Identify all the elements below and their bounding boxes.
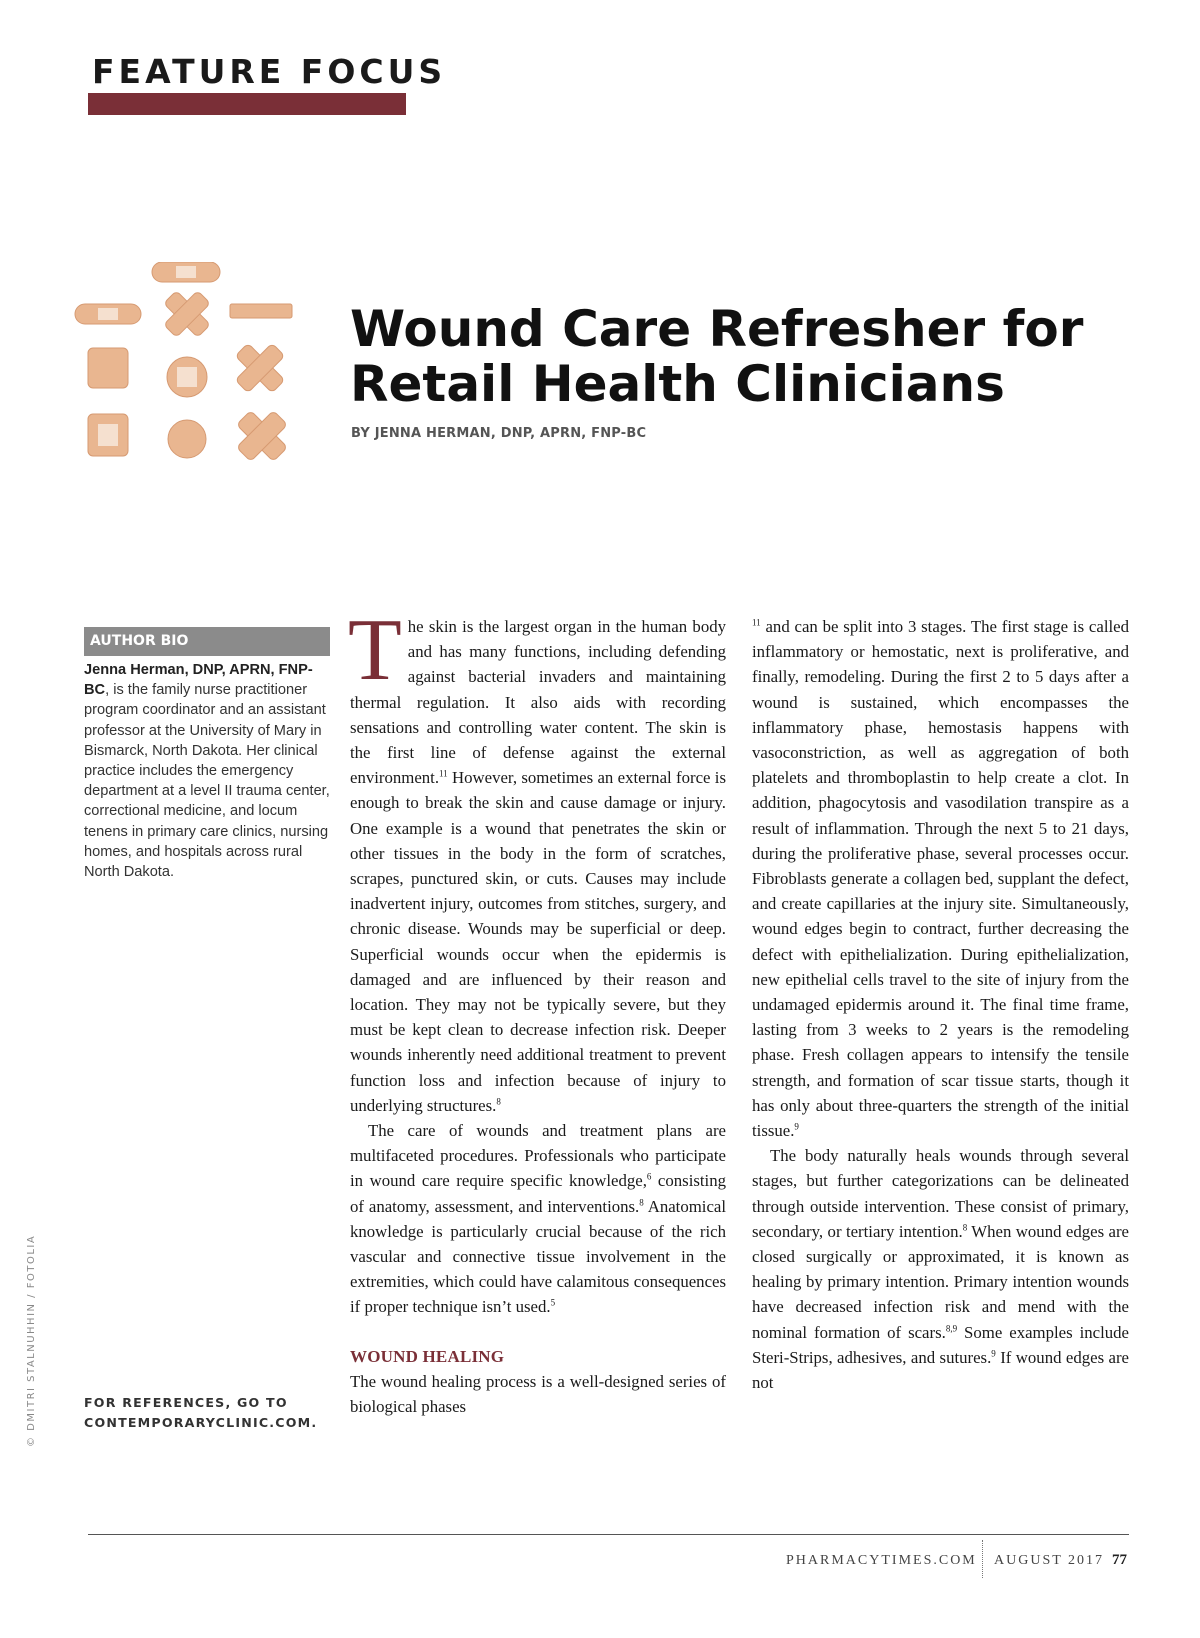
author-bio-text xyxy=(84,660,334,882)
paragraph-intro xyxy=(348,602,726,1118)
paragraph-care xyxy=(350,1118,726,1320)
paragraph-text: he skin is the largest organ in the human body and has many functions, including defending against bacterial invaders and maintaining thermal regulation. It also aids with recording sensations and controlling water content. The skin is the first line of defense against the external environment. xyxy=(350,617,726,788)
paragraph-intention xyxy=(752,1143,1129,1395)
author-name: Jenna Herman, DNP, APRN, FNP-BC xyxy=(84,662,313,699)
paragraph-text: The care of wounds and treatment plans are multifaceted procedures. Professionals who participate in wound care require specific knowledge, xyxy=(350,1121,726,1191)
article-column-2 xyxy=(752,614,1129,1395)
section-label: FEATURE FOCUS xyxy=(92,52,447,91)
reference-marker: 6 xyxy=(646,1171,652,1182)
paragraph-text: The wound healing process is a well-designed series of biological phases xyxy=(350,1371,726,1417)
page-number: 77 xyxy=(1112,1552,1127,1568)
paragraph-text: However, sometimes an external force is enough to break the skin and cause damage or injury. One example is a wound that penetrates the skin or other tissues in the body in the form of scratches, scrapes, punctured skin, or cuts. Causes may include inadvertent injury, outcomes from stitches, surgery, and chronic disease. Wounds may be superficial or deep. Superficial wounds occur when the epidermis is damaged and are influenced by their reason and location. They may not be typically severe, but they must be kept clean to decrease infection risk. Deeper wounds inherently need additional treatment to prevent function loss and infection because of injury to underlying structures. xyxy=(350,768,726,1115)
drop-cap: T xyxy=(348,602,402,699)
subhead-wound-healing: WOUND HEALING xyxy=(350,1346,505,1366)
reference-marker: 8,9 xyxy=(945,1323,958,1334)
reference-marker: 9 xyxy=(794,1121,799,1132)
paragraph-text: When wound edges are closed surgically or approximated, it is known as healing by primary intention. Primary intention wounds have decreased infection risk and mend with the nominal formation of scars. xyxy=(752,1221,1130,1342)
author-bio-heading: AUTHOR BIO xyxy=(84,627,330,656)
byline: BY JENNA HERMAN, DNP, APRN, FNP-BC xyxy=(351,426,647,441)
paragraph-healing-cont xyxy=(752,614,1129,1143)
reference-marker: 11 xyxy=(752,617,761,628)
bandage-square-1 xyxy=(88,348,128,388)
paragraph-text: The body naturally heals wounds through several stages, but further categorizations can be delineated through outside intervention. These consist of primary, secondary, or tertiary intention. xyxy=(752,1146,1129,1241)
photo-credit: © DMITRI STALNUHHIN / FOTOLIA xyxy=(26,1234,37,1447)
bandage-round-2 xyxy=(168,420,206,458)
footer-rule xyxy=(88,1534,1129,1535)
references-note: FOR REFERENCES, GO TO CONTEMPORARYCLINIC.COM. xyxy=(84,1395,318,1430)
reference-marker: 8 xyxy=(496,1096,501,1107)
paragraph-text: Anatomical knowledge is particularly crucial because of the rich vascular and connective tissue involvement in the extremities, which could have calamitous consequences if proper technique isn’t used. xyxy=(350,1196,726,1317)
article-column-1 xyxy=(348,602,726,1419)
footer-separator xyxy=(982,1540,983,1578)
bandages-illustration xyxy=(70,262,310,484)
paragraph-text: If wound edges are not xyxy=(752,1347,1129,1393)
paragraph-text: Some examples include Steri-Strips, adhesives, and sutures. xyxy=(752,1322,1129,1367)
reference-marker: 9 xyxy=(991,1348,996,1359)
article-title: Wound Care Refresher for Retail Health Clinicians xyxy=(350,300,1084,413)
paragraph-text: and can be split into 3 stages. The first stage is called inflammatory or hemostatic, next is proliferative, and finally, remodeling. During the first 2 to 5 days after a wound is sustained, which encompasses the inflammatory phase, hemostasis happens with vasoconstriction, as well as aggregation of both platelets and thromboplastin to help create a clot. In addition, phagocytosis and vasodilation transpire as a result of inflammation. Through the next 5 to 21 days, during the proliferative phase, several processes occur. Fibroblasts generate a collagen bed, supplant the defect, and create capillaries at the injury site. Simultaneously, wound edges begin to contract, further decreasing the defect with epithelialization. During epithelialization, new epithelial cells travel to the site of injury from the undamaged epidermis around it. The final time frame, lasting from 3 weeks to 2 years is the remodeling phase. Fresh collagen appears to intensify the tensile strength, and formation of scar tissue starts, though it has only about three-quarters the strength of the initial tissue. xyxy=(752,617,1129,1141)
reference-marker: 8 xyxy=(962,1222,968,1233)
author-bio-body: , is the family nurse practitioner program coordinator and an assistant professor at the University of Mary in Bismarck, North Dakota. Her clinical practice includes the emergency department at a level II trauma center, correctional medicine, and locum tenens in primary care clinics, nursing homes, and hospitals across rural North Dakota. xyxy=(84,682,330,881)
reference-marker: 8 xyxy=(639,1197,644,1208)
footer-date: AUGUST 2017 xyxy=(994,1553,1105,1568)
bandage-cross-3 xyxy=(225,399,299,473)
paragraph-healing-start xyxy=(350,1369,726,1419)
bandage-strip-right xyxy=(230,304,292,318)
paragraph-text: consisting of anatomy, assessment, and interventions. xyxy=(350,1171,726,1216)
section-bar xyxy=(88,93,406,115)
footer-site: PHARMACYTIMES.COM xyxy=(786,1553,977,1568)
bandage-cross-2 xyxy=(223,331,297,405)
reference-marker: 5 xyxy=(550,1297,556,1308)
bandage-cross-1 xyxy=(153,280,221,348)
reference-marker: 11 xyxy=(439,768,448,779)
